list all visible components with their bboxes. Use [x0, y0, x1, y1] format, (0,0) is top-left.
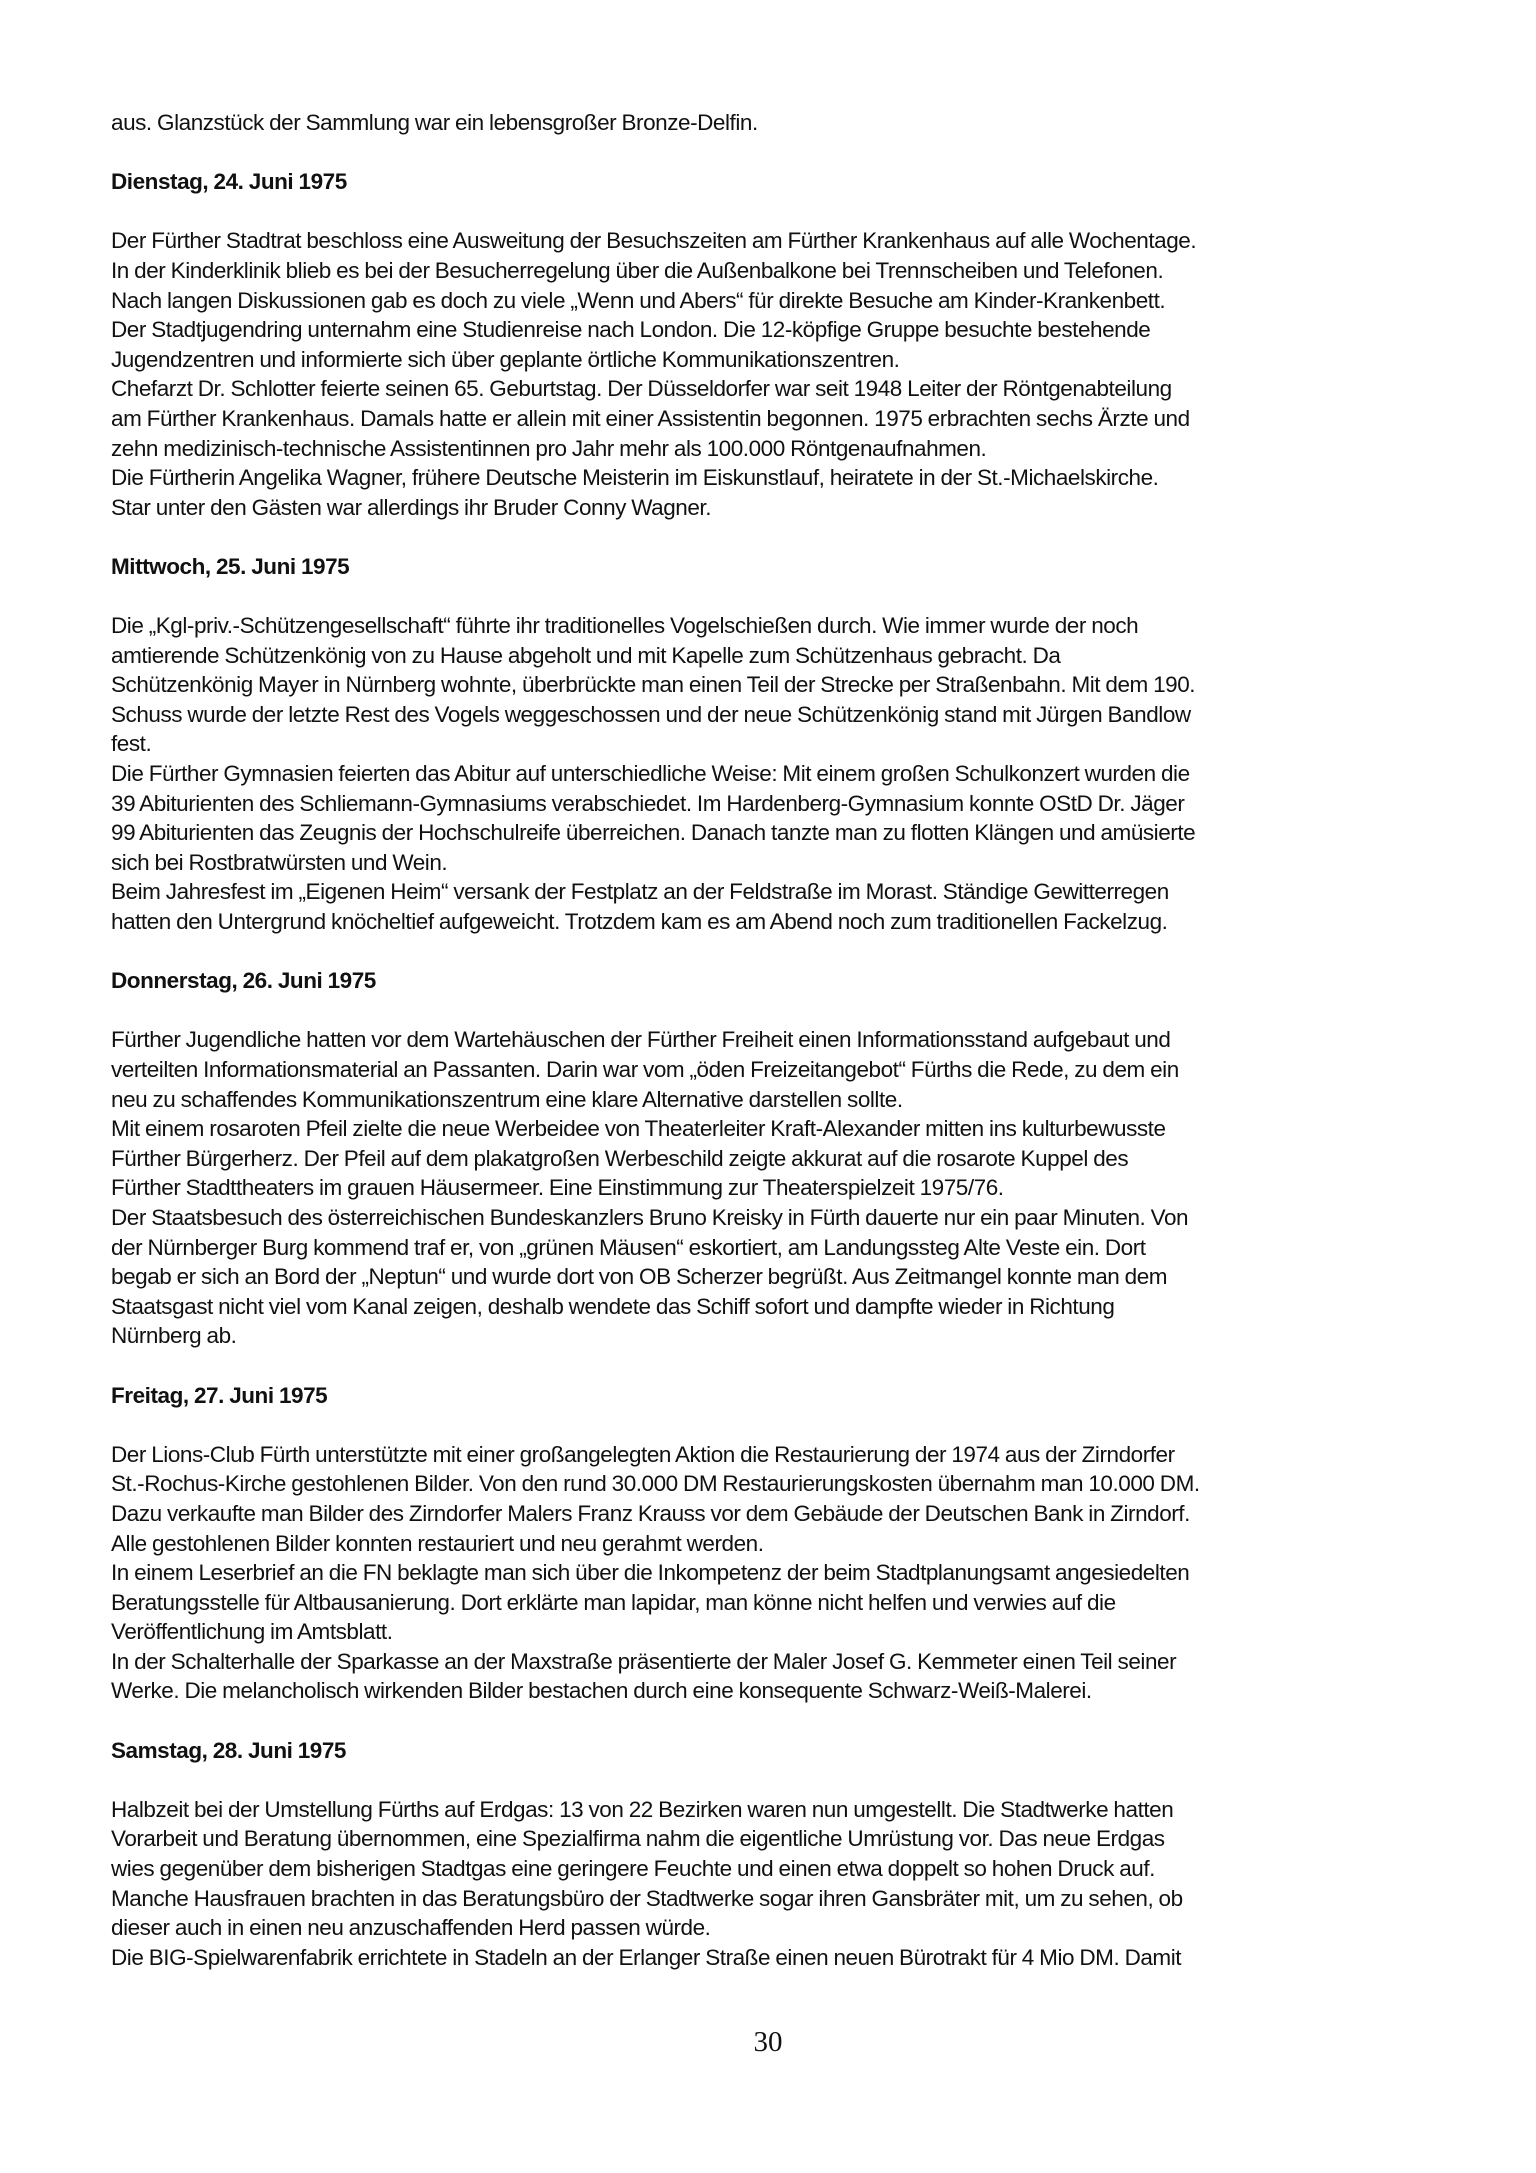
- text-line: Die BIG-Spielwarenfabrik errichtete in Stadeln an der Erlanger Straße einen neuen Bürotrakt für 4 Mio DM. Damit: [111, 1944, 1182, 1970]
- text-line: 39 Abiturienten des Schliemann-Gymnasiums verabschiedet. Im Hardenberg-Gymnasium konnte OStD Dr. Jäger: [111, 790, 1185, 816]
- day-heading: Freitag, 27. Juni 1975: [111, 1382, 328, 1408]
- text-line: Der Staatsbesuch des österreichischen Bundeskanzlers Bruno Kreisky in Fürth dauerte nur ein paar Minuten. Von: [111, 1204, 1189, 1230]
- text-line: Nürnberg ab.: [111, 1323, 237, 1349]
- text-line: dieser auch in einen neu anzuschaffenden Herd passen würde.: [111, 1915, 711, 1941]
- day-section-samstag: [111, 1736, 1441, 1973]
- text-line: Fürther Bürgerherz. Der Pfeil auf dem plakatgroßen Werbeschild zeigte akkurat auf die rosarote Kuppel des: [111, 1145, 1129, 1171]
- document-page: [111, 108, 1441, 1972]
- text-line: 99 Abiturienten das Zeugnis der Hochschulreife überreichen. Danach tanzte man zu flotten Klängen und amüsierte: [111, 820, 1196, 846]
- text-line: Nach langen Diskussionen gab es doch zu viele „Wenn und Abers“ für direkte Besuche am Kinder-Krankenbett.: [111, 287, 1166, 313]
- text-line: Die „Kgl-priv.-Schützengesellschaft“ führte ihr traditionelles Vogelschießen durch. Wie immer wurde der noch: [111, 613, 1139, 639]
- text-line: Jugendzentren und informierte sich über geplante örtliche Kommunikationszentren.: [111, 346, 900, 372]
- day-heading: Dienstag, 24. Juni 1975: [111, 169, 347, 195]
- text-line: begab er sich an Bord der „Neptun“ und wurde dort von OB Scherzer begrüßt. Aus Zeitmangel konnte man dem: [111, 1264, 1168, 1290]
- text-line: Staatsgast nicht viel vom Kanal zeigen, deshalb wendete das Schiff sofort und dampfte wieder in Richtung: [111, 1293, 1115, 1319]
- text-line: Die Fürther Gymnasien feierten das Abitur auf unterschiedliche Weise: Mit einem großen Schulkonzert wurden die: [111, 761, 1190, 787]
- day-heading: Mittwoch, 25. Juni 1975: [111, 553, 350, 579]
- day-heading: Donnerstag, 26. Juni 1975: [111, 968, 376, 994]
- day-section-mittwoch: [111, 552, 1441, 937]
- day-entries: [111, 1795, 1441, 1973]
- day-section-donnerstag: [111, 966, 1441, 1351]
- text-line: In der Schalterhalle der Sparkasse an der Maxstraße präsentierte der Maler Josef G. Kemmeter einen Teil seiner: [111, 1648, 1177, 1674]
- text-line: der Nürnberger Burg kommend traf er, von „grünen Mäusen“ eskortiert, am Landungssteg Alte Veste ein. Dort: [111, 1234, 1146, 1260]
- day-section-dienstag: [111, 167, 1441, 522]
- text-line: Alle gestohlenen Bilder konnten restauriert und neu gerahmt werden.: [111, 1530, 764, 1556]
- text-line: Fürther Stadttheaters im grauen Häusermeer. Eine Einstimmung zur Theaterspielzeit 1975/76.: [111, 1175, 1004, 1201]
- text-line: Beim Jahresfest im „Eigenen Heim“ versank der Festplatz an der Feldstraße im Morast. Ständige Gewitterregen: [111, 879, 1169, 905]
- text-line: Manche Hausfrauen brachten in das Beratungsbüro der Stadtwerke sogar ihren Gansbräter mit, um zu sehen, ob: [111, 1885, 1183, 1911]
- text-line: Schützenkönig Mayer in Nürnberg wohnte, überbrückte man einen Teil der Strecke per Straßenbahn. Mit dem 190.: [111, 672, 1196, 698]
- text-line: sich bei Rostbratwürsten und Wein.: [111, 849, 448, 875]
- text-line: Mit einem rosaroten Pfeil zielte die neue Werbeidee von Theaterleiter Kraft-Alexander mitten ins kulturbewusste: [111, 1116, 1166, 1142]
- text-line: hatten den Untergrund knöcheltief aufgeweicht. Trotzdem kam es am Abend noch zum traditionellen Fackelzug.: [111, 909, 1168, 935]
- text-line: fest.: [111, 731, 152, 757]
- text-line: In einem Leserbrief an die FN beklagte man sich über die Inkompetenz der beim Stadtplanungsamt angesiedelten: [111, 1560, 1190, 1586]
- text-line: zehn medizinisch-technische Assistentinnen pro Jahr mehr als 100.000 Röntgenaufnahmen.: [111, 435, 987, 461]
- day-entries: [111, 1025, 1441, 1351]
- text-line: St.-Rochus-Kirche gestohlenen Bilder. Von den rund 30.000 DM Restaurierungskosten übernahm man 10.000 DM.: [111, 1471, 1200, 1497]
- page-number: 30: [753, 2026, 783, 2058]
- day-section-freitag: [111, 1381, 1441, 1707]
- day-entries: [111, 1440, 1441, 1706]
- text-line: Halbzeit bei der Umstellung Fürths auf Erdgas: 13 von 22 Bezirken waren nun umgestellt. Die Stadtwerke hatten: [111, 1796, 1174, 1822]
- text-line: am Fürther Krankenhaus. Damals hatte er allein mit einer Assistentin begonnen. 1975 erbrachten sechs Ärzte und: [111, 405, 1190, 431]
- text-line: Veröffentlichung im Amtsblatt.: [111, 1619, 393, 1645]
- text-line: Der Fürther Stadtrat beschloss eine Ausweitung der Besuchszeiten am Fürther Krankenhaus auf alle Wochentage.: [111, 228, 1197, 254]
- text-line: aus. Glanzstück der Sammlung war ein lebensgroßer Bronze-Delfin.: [111, 110, 758, 135]
- text-line: Vorarbeit und Beratung übernommen, eine Spezialfirma nahm die eigentliche Umrüstung vor. Das neue Erdgas: [111, 1826, 1165, 1852]
- text-line: Schuss wurde der letzte Rest des Vogels weggeschossen und der neue Schützenkönig stand mit Jürgen Bandlow: [111, 701, 1191, 727]
- text-line: Chefarzt Dr. Schlotter feierte seinen 65. Geburtstag. Der Düsseldorfer war seit 1948 Leiter der Röntgenabteilung: [111, 376, 1172, 402]
- intro-paragraph: [111, 108, 1441, 138]
- text-line: wies gegenüber dem bisherigen Stadtgas eine geringere Feuchte und einen etwa doppelt so hohen Druck auf.: [111, 1856, 1155, 1882]
- text-line: Dazu verkaufte man Bilder des Zirndorfer Malers Franz Krauss vor dem Gebäude der Deutschen Bank in Zirndorf.: [111, 1500, 1190, 1526]
- text-line: Star unter den Gästen war allerdings ihr Bruder Conny Wagner.: [111, 494, 712, 520]
- text-line: Werke. Die melancholisch wirkenden Bilder bestachen durch eine konsequente Schwarz-Weiß-Malerei.: [111, 1678, 1092, 1704]
- day-entries: [111, 611, 1441, 937]
- text-line: verteilten Informationsmaterial an Passanten. Darin war vom „öden Freizeitangebot“ Fürths die Rede, zu dem ein: [111, 1057, 1179, 1082]
- day-entries: [111, 226, 1441, 522]
- text-line: neu zu schaffendes Kommunikationszentrum eine klare Alternative darstellen sollte.: [111, 1086, 903, 1112]
- text-line: amtierende Schützenkönig von zu Hause abgeholt und mit Kapelle zum Schützenhaus gebracht. Da: [111, 642, 1061, 668]
- text-line: Der Lions-Club Fürth unterstützte mit einer großangelegten Aktion die Restaurierung der 1974 aus der Zirndorfer: [111, 1441, 1175, 1467]
- text-line: Beratungsstelle für Altbausanierung. Dort erklärte man lapidar, man könne nicht helfen und verwies auf die: [111, 1589, 1116, 1615]
- text-line: In der Kinderklinik blieb es bei der Besucherregelung über die Außenbalkone bei Trennscheiben und Telefonen.: [111, 257, 1164, 283]
- text-line: Der Stadtjugendring unternahm eine Studienreise nach London. Die 12-köpfige Gruppe besuchte bestehende: [111, 317, 1151, 343]
- text-line: Fürther Jugendliche hatten vor dem Wartehäuschen der Fürther Freiheit einen Informationsstand aufgebaut und: [111, 1027, 1171, 1053]
- day-heading: Samstag, 28. Juni 1975: [111, 1737, 346, 1763]
- text-line: Die Fürtherin Angelika Wagner, frühere Deutsche Meisterin im Eiskunstlauf, heiratete in der St.-Michaelskirche.: [111, 465, 1159, 491]
